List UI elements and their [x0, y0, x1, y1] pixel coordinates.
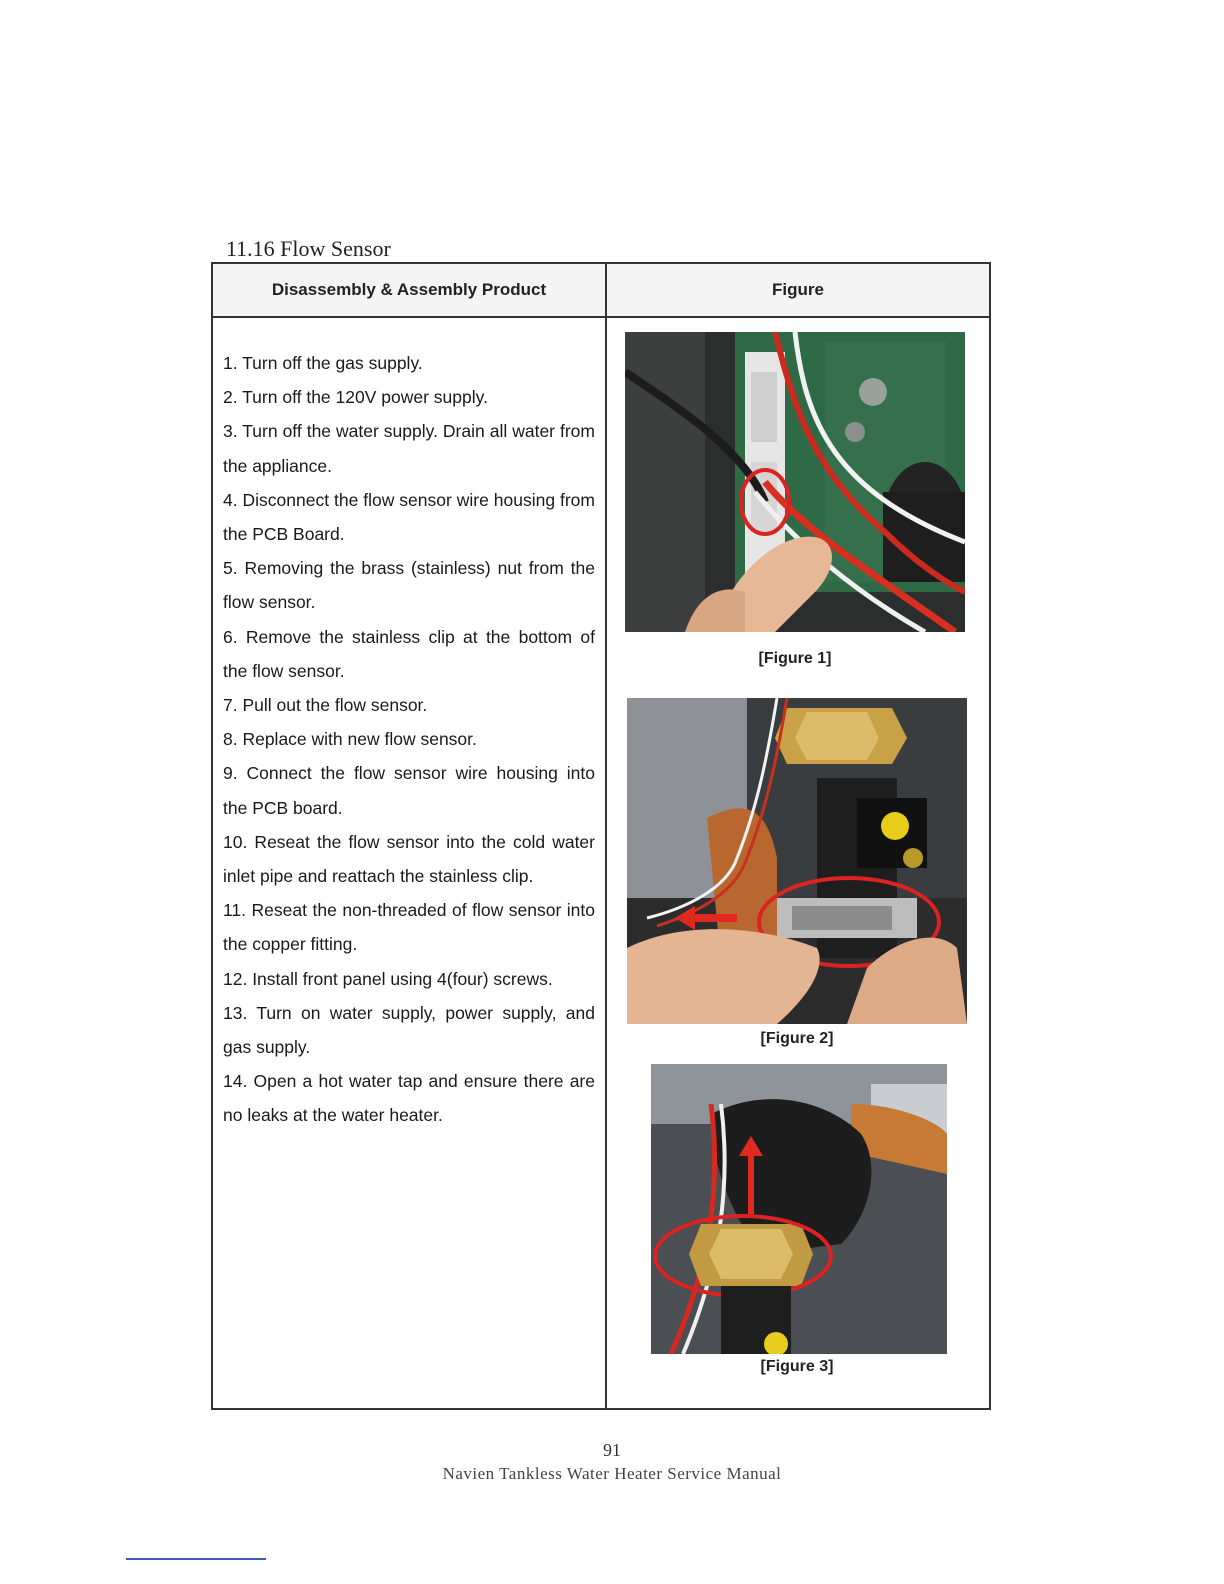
step-item: 14. Open a hot water tap and ensure there are no leaks at the water heater. — [223, 1071, 595, 1126]
step-item: 11. Reseat the non-threaded of flow sensor into the copper fitting. — [223, 900, 595, 955]
figure-2-caption: [Figure 2] — [760, 1030, 834, 1047]
step-item: 2. Turn off the 120V power supply. — [223, 387, 488, 408]
page-number: 91 — [603, 1440, 621, 1460]
procedure-table — [211, 262, 991, 1410]
step-item: 4. Disconnect the flow sensor wire housing from the PCB Board. — [223, 489, 595, 545]
step-item: 13. Turn on water supply, power supply, and gas supply. — [223, 1002, 595, 1058]
column-divider — [605, 264, 607, 1408]
step-item: 10. Reseat the flow sensor into the cold water inlet pipe and reattach the stainless clip. — [223, 831, 595, 887]
step-item: 5. Removing the brass (stainless) nut from the flow sensor. — [223, 558, 595, 613]
step-item: 6. Remove the stainless clip at the bottom of the flow sensor. — [223, 626, 595, 681]
figure-1-photo — [625, 332, 965, 632]
step-item: 7. Pull out the flow sensor. — [223, 695, 428, 716]
header-figure: Figure — [772, 280, 824, 299]
section-title: 11.16 Flow Sensor — [226, 236, 391, 261]
manual-title: Navien Tankless Water Heater Service Manual — [442, 1464, 782, 1483]
figure-1-caption: [Figure 1] — [758, 650, 832, 667]
step-item: 9. Connect the flow sensor wire housing into the PCB board. — [223, 763, 595, 818]
header-disassembly: Disassembly & Assembly Product — [271, 280, 547, 299]
figure-3-photo — [651, 1064, 947, 1354]
step-item: 12. Install front panel using 4(four) screws. — [223, 968, 553, 989]
figure-2-photo — [627, 698, 967, 1024]
step-item: 1. Turn off the gas supply. — [223, 353, 423, 373]
step-item: 8. Replace with new flow sensor. — [223, 729, 477, 750]
bottom-rule — [126, 1558, 266, 1560]
step-item: 3. Turn off the water supply. Drain all water from the appliance. — [223, 421, 595, 476]
figure-3-caption: [Figure 3] — [760, 1358, 834, 1375]
table-header — [213, 264, 989, 318]
steps-list — [223, 346, 595, 1133]
